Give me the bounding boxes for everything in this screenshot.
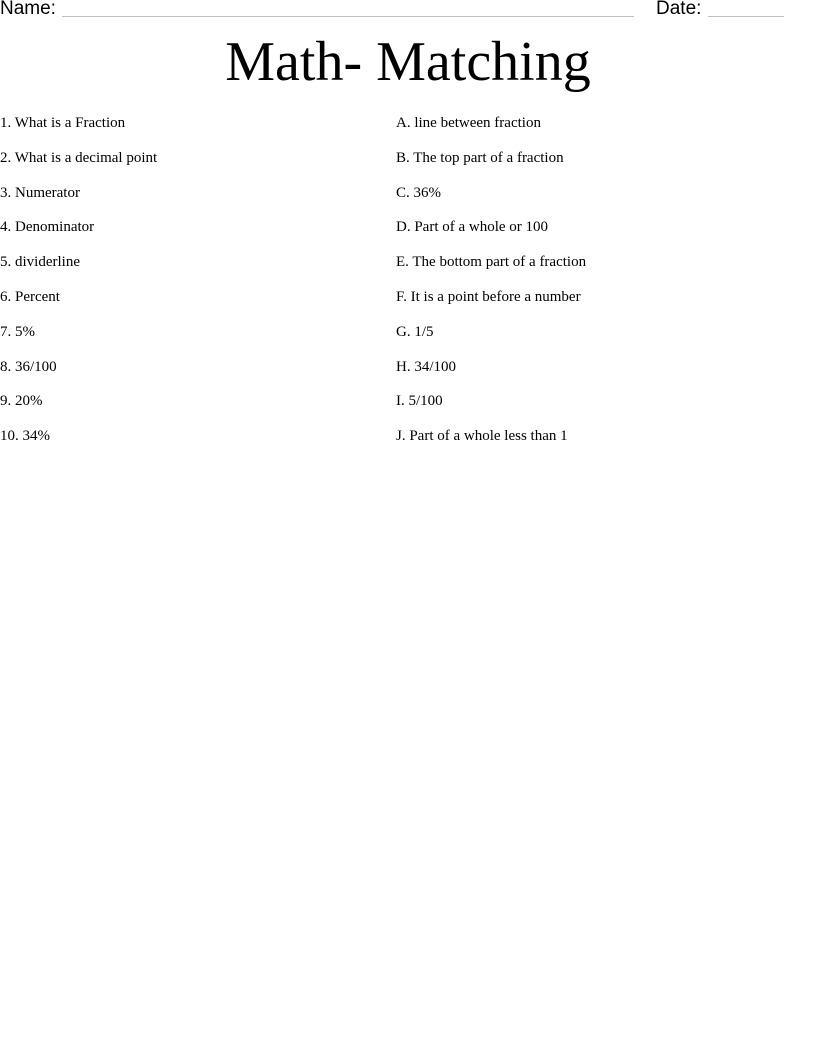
name-label: Name: (0, 0, 56, 19)
date-label: Date: (656, 0, 702, 19)
answer-item: I. 5/100 (396, 393, 443, 410)
answer-item: F. It is a point before a number (396, 288, 581, 305)
question-item: 2. What is a decimal point (0, 149, 158, 166)
question-item: 7. 5% (0, 323, 35, 340)
name-blank-line[interactable] (62, 16, 634, 17)
worksheet-header (0, 0, 816, 22)
question-item: 1. What is a Fraction (0, 115, 126, 131)
question-item: 10. 34% (0, 428, 50, 445)
answer-item: H. 34/100 (396, 358, 456, 375)
question-item: 4. Denominator (0, 219, 95, 236)
worksheet-title: Math- Matching (225, 31, 591, 93)
question-item: 8. 36/100 (0, 358, 57, 375)
questions-column (0, 114, 380, 462)
answers-column (396, 114, 796, 462)
question-item: 5. dividerline (0, 254, 80, 271)
date-blank-line[interactable] (708, 16, 784, 17)
answer-item: D. Part of a whole or 100 (396, 219, 549, 236)
question-item: 6. Percent (0, 288, 60, 305)
answer-item: A. line between fraction (396, 115, 541, 131)
answer-item: J. Part of a whole less than 1 (396, 428, 568, 445)
answer-item: G. 1/5 (396, 323, 434, 340)
question-item: 9. 20% (0, 393, 43, 410)
answer-item: E. The bottom part of a fraction (396, 254, 587, 271)
answer-item: C. 36% (396, 184, 441, 201)
answer-item: B. The top part of a fraction (396, 149, 564, 166)
question-item: 3. Numerator (0, 184, 80, 201)
